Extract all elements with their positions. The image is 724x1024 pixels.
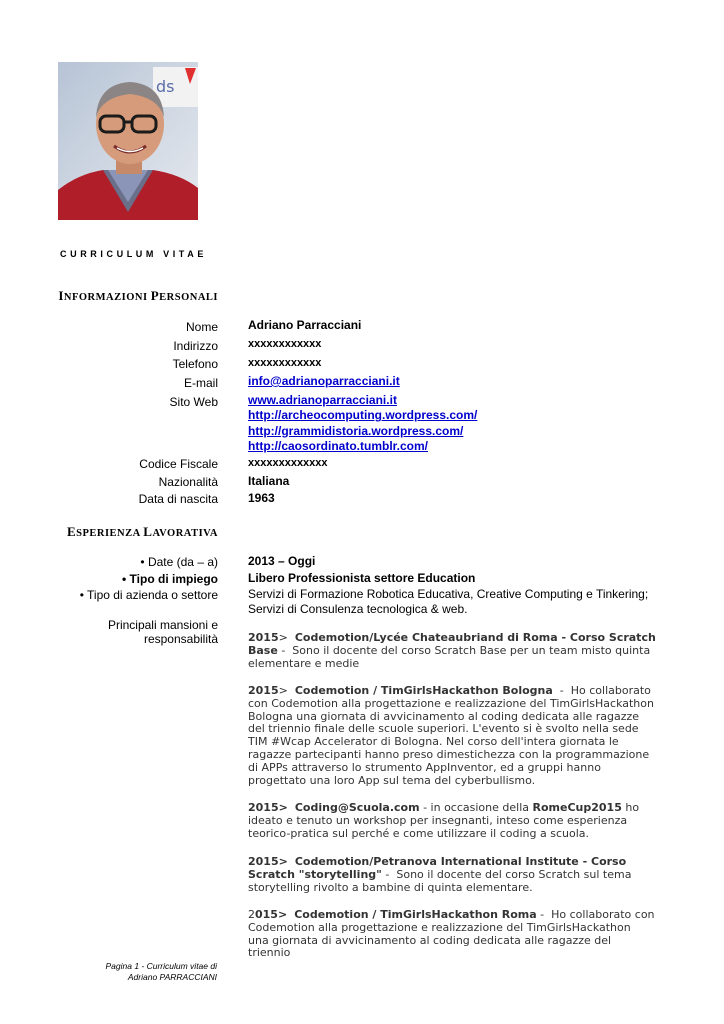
footer-line-1: Pagina 1 - Curriculum vitae di [105,961,217,971]
entry-text: con Codemotion alla progettazione e realizzazione del TimGirlsHackathon [248,696,654,710]
value-date: 2013 – Oggi [248,554,316,568]
value-tipo-azienda-2: Servizi di Consulenza tecnologica & web. [248,602,468,616]
cv-title: CURRICULUM VITAE [60,249,207,259]
website-links [248,393,477,454]
entry-text: di APPs attraverso lo strumento AppInventor, ed a gruppi hanno [248,760,601,774]
entry-event: RomeCup2015 [532,801,622,814]
entry-text: del triennio finale delle scuole superiori. L'evento si è svolto nella sede [248,722,639,736]
value-indirizzo: xxxxxxxxxxxx [248,338,322,350]
label-codice-fiscale: Codice Fiscale [139,457,218,471]
entry-text: Ho collaborato con [551,908,655,921]
experience-entry: 2015> Coding@Scuola.com - in occasione della RomeCup2015 ho ideato e tenuto un workshop per insegnanti, inteso come esperienza teorico-pratica sul perché e come utilizzare il coding a scuola. [248,802,656,840]
page-footer [106,961,218,983]
entry-year: 015 [255,908,278,921]
label-date: • Date (da – a) [140,555,218,569]
footer-line-2: Adriano PARRACCIANI [127,972,217,982]
entry-text: Ho collaborato [570,684,651,697]
label-mansioni-2: responsabilità [143,632,218,646]
entry-year: 2015 [248,684,279,697]
entry-text: - in occasione della [423,801,529,814]
entry-text: TIM #Wcap Accelerator di Bologna. Nel corso dell'intera giornata le [248,735,619,749]
label-email: E-mail [183,376,218,390]
experience-entry: 2015> Codemotion / TimGirlsHackathon Bologna - Ho collaborato con Codemotion alla progettazione e realizzazione del TimGirlsHackathon Bologna una giornata di avvicinamento al coding dedicata alle ragazze del triennio finale delle scuole superiori. L'evento si è svolto nella sede TIM #Wcap Accelerator di Bologna. Nel corso dell'intera giornata le ragazze partecipanti hanno preso dimestichezza con la programmazione di APPs attraverso lo strumento AppInventor, ed a gruppi hanno progettato una loro App sul tema del cyberbullismo. [248,685,656,787]
label-sito-web: Sito Web [169,395,218,409]
entry-text: teorico-pratica sul perché e come utilizzare il coding a scuola. [248,826,590,840]
entry-text: Sono il docente del corso Scratch Base per un team misto quinta [292,643,651,657]
entry-text: Sono il docente del corso Scratch sul tema [396,867,632,881]
entry-text: Codemotion alla progettazione e realizzazione del TimGirlsHackathon [248,920,631,934]
label-nazionalita: Nazionalità [158,475,218,489]
label-telefono: Telefono [172,357,218,371]
entry-text: progettato una loro App sul tema del cyberbullismo. [248,773,536,787]
value-data-nascita: 1963 [248,491,275,505]
value-nome: Adriano Parracciani [248,318,362,332]
section-experience-heading: ESPERIENZA LAVORATIVA [66,524,218,539]
value-tipo-azienda-1: Servizi di Formazione Robotica Educativa, Creative Computing e Tinkering; [248,587,649,601]
entry-text: una giornata di avvicinamento al coding dedicata alle ragazze del triennio [248,933,612,960]
entry-title-cont: Scratch "storytelling" [248,867,382,881]
profile-photo [58,62,198,220]
svg-text:ds: ds [156,77,175,96]
experience-entry: 2015> Codemotion / TimGirlsHackathon Roma - Ho collaborato con Codemotion alla progettazione e realizzazione del TimGirlsHackathon una giornata di avvicinamento al coding dedicata alle ragazze del triennio [248,908,655,960]
entry-text: ideato e tenuto un workshop per insegnanti, inteso come esperienza [248,813,628,827]
label-nome: Nome [185,320,218,334]
value-nazionalita: Italiana [248,474,290,488]
entry-title: Coding@Scuola.com [294,801,420,814]
entry-text: elementare e medie [248,656,360,670]
entry-text: ho [625,801,640,814]
entry-year-prefix: 2 [248,908,255,921]
label-data-nascita: Data di nascita [138,492,218,506]
entry-text: storytelling rivolto a bambine di quinta elementare. [248,880,533,894]
value-codice-fiscale: xxxxxxxxxxxxx [248,457,328,469]
entry-title: Codemotion/Lycée Chateaubriand di Roma - Corso Scratch [294,631,656,644]
label-tipo-impiego: • Tipo di impiego [122,572,218,586]
entry-title: Codemotion / TimGirlsHackathon Bologna [294,684,553,697]
label-tipo-azienda: • Tipo di azienda o settore [79,588,218,602]
email-link[interactable]: info@adrianoparracciani.it [248,374,400,388]
entry-year: 2015 [248,855,279,868]
entry-year: 2015 [248,631,279,644]
entry-year: 2015 [248,801,279,814]
website-link-personal[interactable]: www.adrianoparracciani.it [248,393,397,407]
label-indirizzo: Indirizzo [173,339,218,353]
section-personal-heading: INFORMAZIONI PERSONALI [58,288,218,303]
experience-entry: 2015> Codemotion/Lycée Chateaubriand di Roma - Corso Scratch Base - Sono il docente del corso Scratch Base per un team misto quinta elementare e medie [248,631,656,670]
website-link-archeocomputing[interactable]: http://archeocomputing.wordpress.com/ [248,408,478,423]
label-mansioni-1: Principali mansioni e [107,618,218,632]
website-link-grammidistoria[interactable]: http://grammidistoria.wordpress.com/ [248,423,464,438]
entry-title-cont: Base [248,643,278,657]
entry-text: ragazze partecipanti hanno preso dimestichezza con la programmazione [248,747,650,761]
entry-text: Bologna una giornata di avvicinamento al coding dedicata alle ragazze [248,709,640,723]
value-tipo-impiego: Libero Professionista settore Education [248,571,476,585]
value-telefono: xxxxxxxxxxxx [248,357,322,369]
entry-title: Codemotion / TimGirlsHackathon Roma [294,908,537,921]
entry-title: Codemotion/Petranova International Institute - Corso [294,855,627,868]
website-link-caosordinato[interactable]: http://caosordinato.tumblr.com/ [248,438,429,453]
experience-entry: 2015> Codemotion/Petranova International Institute - Corso Scratch "storytelling" - Sono il docente del corso Scratch sul tema storytelling rivolto a bambine di quinta elementare. [248,856,656,894]
